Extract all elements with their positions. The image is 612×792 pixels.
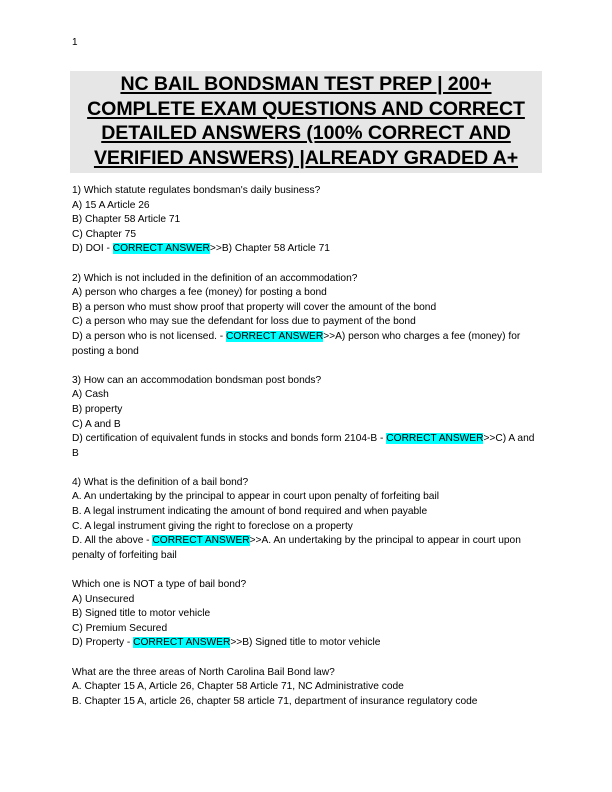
correct-answer-label: CORRECT ANSWER [386,433,484,445]
question-block [72,184,542,257]
option: D) DOI - [72,243,113,255]
option: A) 15 A Article 26 [72,199,150,211]
question-text: 4) What is the definition of a bail bond? [72,476,249,488]
question-block [72,578,542,651]
question-text: What are the three areas of North Carolina Bail Bond law? [72,666,335,678]
correct-answer-label: CORRECT ANSWER [112,243,210,255]
option: C) Chapter 75 [72,228,136,240]
question-block [72,374,542,462]
answer-text: >>B) Signed title to motor vehicle [230,637,381,649]
option: A) Cash [72,389,109,401]
question-block [72,272,542,360]
option: A. Chapter 15 A, Article 26, Chapter 58 Article 71, NC Administrative code [72,681,404,693]
answer-line [72,432,542,461]
option: A) person who charges a fee (money) for posting a bond [72,287,327,299]
correct-answer-label: CORRECT ANSWER [152,535,250,547]
question-text: 2) Which is not included in the definition of an accommodation? [72,272,358,284]
page-number: 1 [72,37,78,48]
answer-line [72,534,542,563]
option: B) Signed title to motor vehicle [72,608,211,620]
document-body [72,184,542,724]
question-text: 3) How can an accommodation bondsman post bonds? [72,374,322,386]
option: D) a person who is not licensed. - [72,330,227,342]
option: C. A legal instrument giving the right to foreclose on a property [72,520,353,532]
option: B) a person who must show proof that property will cover the amount of the bond [72,301,437,313]
title-banner [70,71,542,173]
document-title: NC BAIL BONDSMAN TEST PREP | 200+ COMPLETE EXAM QUESTIONS AND CORRECT DETAILED ANSWERS (100% CORRECT AND VERIFIED ANSWERS) |ALREADY GRADED A+ [87,73,525,169]
option: D) Property - [72,637,134,649]
option: C) a person who may sue the defendant for loss due to payment of the bond [72,316,416,328]
option: B. Chapter 15 A, article 26, chapter 58 article 71, department of insurance regulatory code [72,695,478,707]
question-block [72,666,542,710]
option: A) Unsecured [72,593,135,605]
question-text: 1) Which statute regulates bondsman's daily business? [72,185,321,196]
answer-line [72,242,542,257]
question-block [72,476,542,564]
answer-text: >>A. An undertaking by the principal to appear in court upon penalty of forfeiting bail [72,535,521,561]
answer-text: >>C) A and B [72,433,535,459]
question-text: Which one is NOT a type of bail bond? [72,579,247,591]
option: C) Premium Secured [72,622,168,634]
option: B. A legal instrument indicating the amount of bond required and when payable [72,506,428,518]
correct-answer-label: CORRECT ANSWER [226,330,324,342]
option: C) A and B [72,418,121,430]
answer-text: >>A) person who charges a fee (money) for posting a bond [72,330,521,357]
option: B) Chapter 58 Article 71 [72,214,181,226]
option: D. All the above - [72,535,153,547]
option: A. An undertaking by the principal to appear in court upon penalty of forfeiting bail [72,491,439,503]
answer-line [72,636,542,651]
answer-line [72,330,542,359]
option: D) certification of equivalent funds in stocks and bonds form 2104-B - [72,433,387,445]
correct-answer-label: CORRECT ANSWER [133,637,231,649]
option: B) property [72,403,123,415]
answer-text: >>B) Chapter 58 Article 71 [209,243,330,255]
